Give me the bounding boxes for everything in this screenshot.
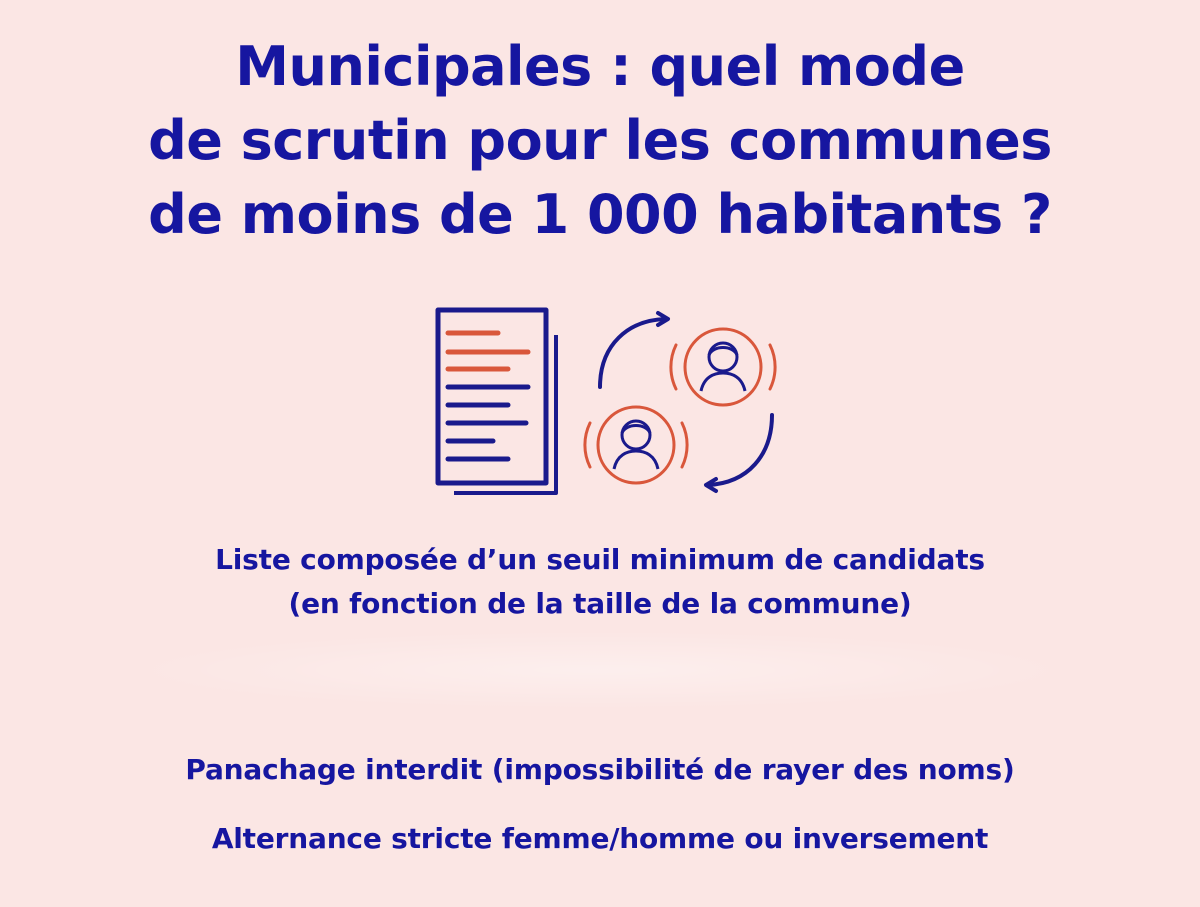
arrow-upper-icon <box>600 319 666 387</box>
illustration-svg <box>418 305 788 505</box>
page-title <box>0 30 1200 252</box>
background-haze <box>120 630 1080 710</box>
rule-panachage: Panachage interdit (impossibilité de rayer des noms) <box>185 753 1015 786</box>
rule-list-composition: Liste composée d’un seuil minimum de candidats <box>215 543 985 576</box>
arrow-lower-icon <box>708 415 772 485</box>
title-line-3: de moins de 1 000 habitants ? <box>148 183 1052 246</box>
candidate-rotation-icon <box>585 313 775 491</box>
illustration <box>418 305 788 505</box>
title-line-1: Municipales : quel mode <box>235 35 965 98</box>
rule-alternance: Alternance stricte femme/homme ou inversement <box>211 822 989 855</box>
title-line-2: de scrutin pour les communes <box>148 109 1052 172</box>
candidate-avatar-lower-icon <box>585 407 687 483</box>
rule-list-composition-note: (en fonction de la taille de la commune) <box>288 587 912 620</box>
document-list-icon <box>438 310 556 493</box>
candidate-avatar-upper-icon <box>671 329 775 405</box>
